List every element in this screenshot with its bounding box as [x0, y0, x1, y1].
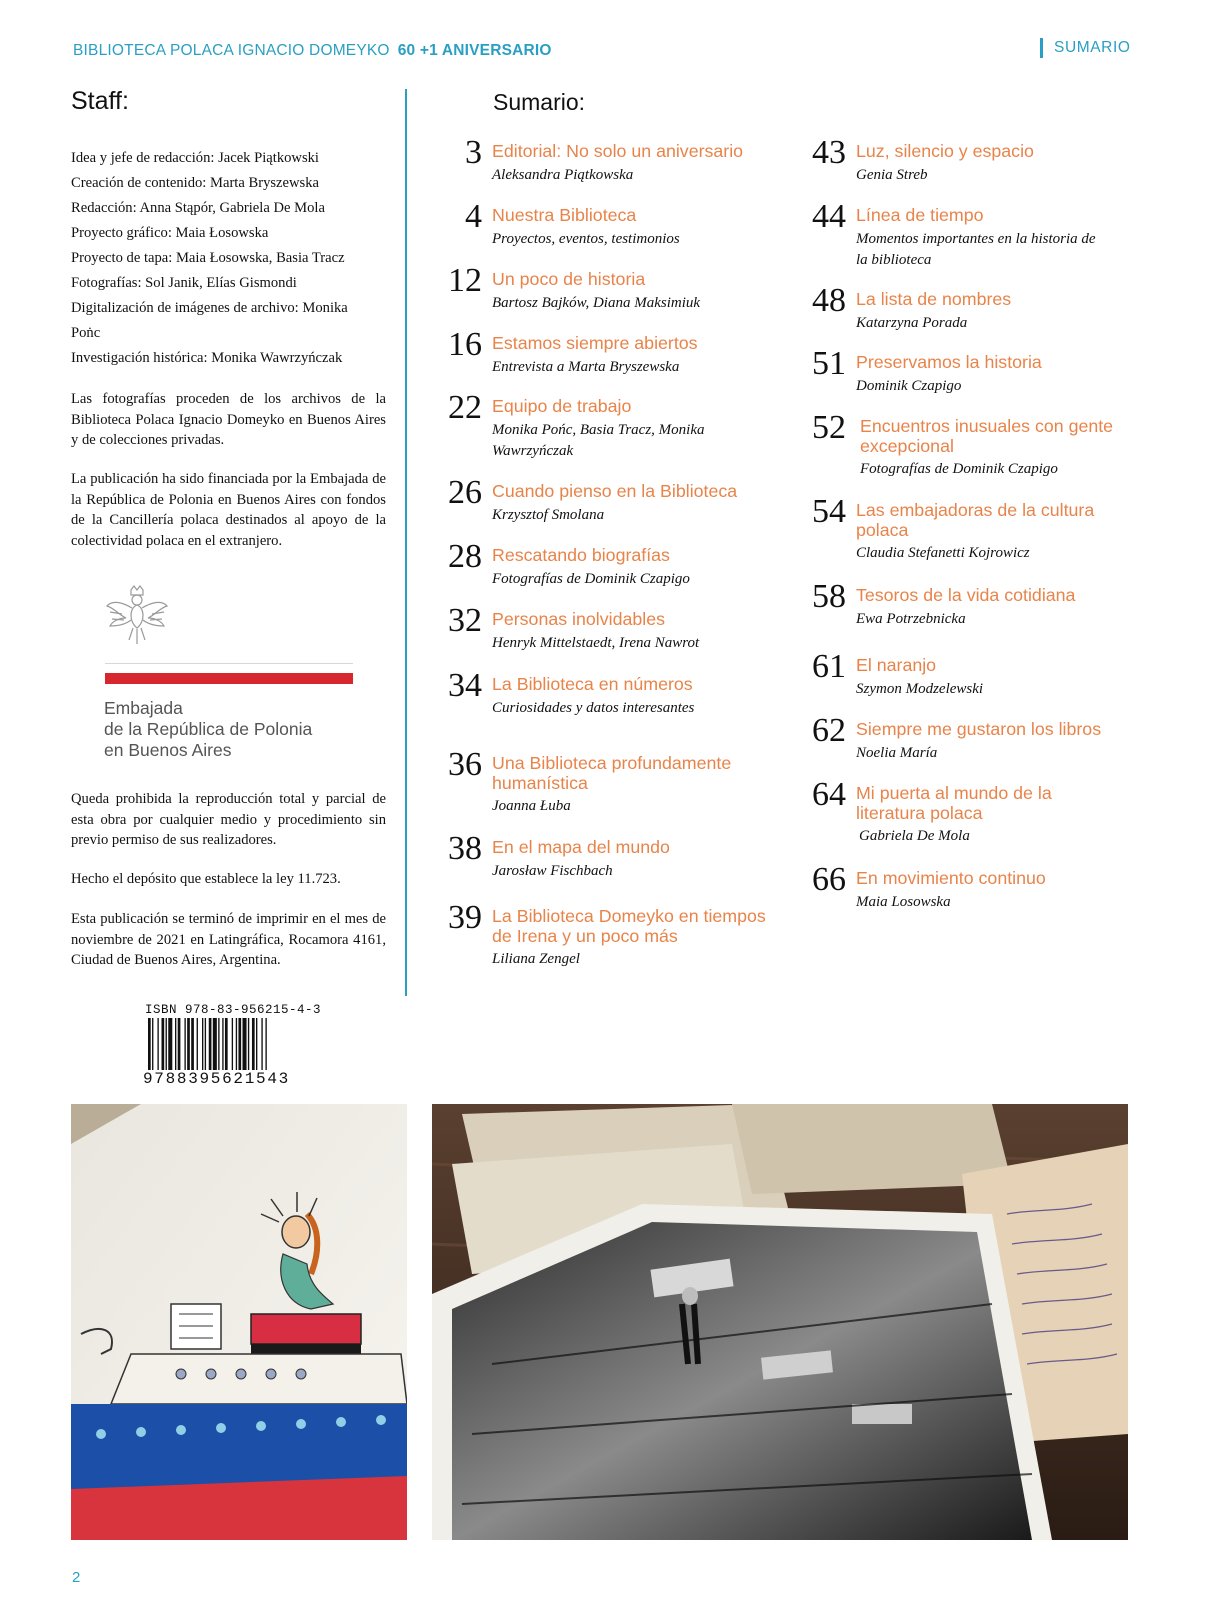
toc-subtitle: Momentos importantes en la historia de la biblioteca	[856, 230, 1096, 268]
toc-title: Siempre me gustaron los libros	[856, 719, 1102, 739]
credit-line: Investigación histórica: Monika Wawrzyńczak	[71, 350, 343, 366]
toc-subtitle: Szymon Modzelewski	[856, 680, 984, 697]
credit-line: Creación de contenido: Marta Bryszewska	[71, 175, 320, 191]
toc-subtitle: Curiosidades y datos interesantes	[492, 699, 695, 716]
toc-subtitle: Ewa Potrzebnicka	[856, 610, 966, 627]
toc-title: En movimiento continuo	[856, 868, 1046, 888]
toc-page: 34	[448, 667, 482, 704]
toc-page: 12	[448, 262, 482, 299]
staff-heading: Staff:	[71, 87, 129, 115]
toc-title: La Biblioteca Domeyko en tiempos de Irena y un poco más	[492, 906, 766, 946]
flag-white-stripe	[105, 663, 353, 664]
column-divider	[405, 89, 407, 996]
toc-subtitle: Fotografías de Dominik Czapigo	[492, 570, 690, 587]
toc-title: Estamos siempre abiertos	[492, 333, 698, 353]
toc-title: Mi puerta al mundo de la literatura polaca	[856, 783, 1052, 823]
toc-subtitle: Krzysztof Smolana	[492, 506, 605, 523]
toc-subtitle: Dominik Czapigo	[856, 377, 962, 394]
running-header	[73, 42, 552, 60]
deposit-note: Hecho el depósito que establece la ley 11.723.	[71, 871, 341, 887]
toc-subtitle: Jarosław Fischbach	[492, 862, 613, 879]
credit-line: Idea y jefe de redacción: Jacek Piątkowski	[71, 150, 319, 166]
credit-line: Digitalización de imágenes de archivo: Monika	[71, 300, 348, 316]
staff-credits	[71, 146, 386, 371]
toc-subtitle: Genia Streb	[856, 166, 928, 183]
toc-page: 62	[812, 712, 846, 749]
toc-title: El naranjo	[856, 655, 937, 675]
toc-page: 66	[812, 861, 846, 898]
toc-page: 44	[812, 198, 846, 235]
toc-page: 43	[812, 134, 846, 171]
toc-subtitle: Katarzyna Porada	[856, 314, 968, 331]
toc-page: 28	[448, 538, 482, 575]
toc-title: Una Biblioteca profundamente humanística	[492, 753, 732, 793]
toc-subtitle: Claudia Stefanetti Kojrowicz	[856, 545, 1030, 561]
toc-title: Luz, silencio y espacio	[856, 141, 1034, 161]
toc-title: La lista de nombres	[856, 289, 1012, 309]
credit-line: Redacción: Anna Stąpór, Gabriela De Mola	[71, 200, 325, 216]
toc-subtitle: Aleksandra Piątkowska	[492, 166, 634, 183]
credit-line: Proyecto gráfico: Maia Łosowska	[71, 225, 269, 241]
flag-red-stripe	[105, 673, 353, 684]
toc-page: 38	[448, 830, 482, 867]
toc-title: Línea de tiempo	[856, 205, 984, 225]
toc-page: 22	[448, 389, 482, 426]
embassy-line: Embajada	[104, 698, 183, 718]
toc-title: Cuando pienso en la Biblioteca	[492, 481, 738, 501]
header-anniversary: 60 +1 ANIVERSARIO	[397, 42, 552, 59]
toc-page: 36	[448, 746, 482, 783]
toc-subtitle: Entrevista a Marta Bryszewska	[492, 358, 680, 375]
polish-eagle-icon	[104, 584, 170, 648]
toc-title: Preservamos la historia	[856, 352, 1042, 372]
toc-title: En el mapa del mundo	[492, 837, 670, 857]
page-number: 2	[72, 1569, 81, 1586]
toc-subtitle: Noelia María	[856, 744, 938, 761]
toc-subtitle: Gabriela De Mola	[859, 828, 970, 844]
archive-photos-photo	[432, 1104, 1128, 1540]
toc-subtitle: Bartosz Bajków, Diana Maksimiuk	[492, 294, 701, 311]
toc-page: 16	[448, 326, 482, 363]
toc-page: 54	[812, 493, 846, 530]
toc-page: 52	[812, 409, 846, 446]
photos-note: Las fotografías proceden de los archivos de la Biblioteca Polaca Ignacio Domeyko en Buenos Aires y de colecciones privadas.	[71, 391, 386, 448]
toc-subtitle: Proyectos, eventos, testimonios	[492, 230, 680, 247]
credit-line: Fotografías: Sol Janik, Elías Gismondi	[71, 275, 297, 291]
rights-note: Queda prohibida la reproducción total y parcial de esta obra por cualquier medio y procedimiento sin previo permiso de sus realizadores.	[71, 791, 386, 848]
ship-illustration-photo	[71, 1104, 407, 1540]
toc-title: Un poco de historia	[492, 269, 646, 289]
toc-page: 58	[812, 578, 846, 615]
header-title: BIBLIOTECA POLACA IGNACIO DOMEYKO	[73, 42, 390, 59]
toc-subtitle: Joanna Łuba	[492, 798, 571, 814]
toc-page: 3	[465, 134, 482, 171]
toc-page: 48	[812, 282, 846, 319]
toc-page: 32	[448, 602, 482, 639]
sumario-heading: Sumario:	[493, 89, 586, 115]
toc-subtitle: Henryk Mittelstaedt, Irena Nawrot	[492, 634, 700, 651]
toc-title: Encuentros inusuales con gente excepcional	[860, 416, 1114, 456]
toc-title: Editorial: No solo un aniversario	[492, 141, 744, 161]
toc-title: Nuestra Biblioteca	[492, 205, 637, 225]
toc-page: 64	[812, 776, 846, 813]
toc-title: Equipo de trabajo	[492, 396, 632, 416]
toc-subtitle: Fotografías de Dominik Czapigo	[860, 461, 1058, 477]
toc-title: Personas inolvidables	[492, 609, 665, 629]
toc-title: Rescatando biografías	[492, 545, 670, 565]
toc-page: 39	[448, 899, 482, 936]
toc-page: 26	[448, 474, 482, 511]
toc-page: 51	[812, 345, 846, 382]
toc-title: La Biblioteca en números	[492, 674, 693, 694]
isbn-label: ISBN 978-83-956215-4-3	[145, 1003, 322, 1017]
toc-page: 61	[812, 648, 846, 685]
funding-note: La publicación ha sido financiada por la Embajada de la República de Polonia en Buenos Aires con fondos de la Cancillería polaca destinados al apoyo de la colectividad polaca en el extranjero.	[71, 471, 386, 549]
embassy-line: de la República de Polonia	[104, 719, 313, 739]
section-label: SUMARIO	[1040, 38, 1131, 58]
toc-subtitle: Liliana Zengel	[492, 951, 580, 967]
credit-line: Poṅc	[71, 325, 101, 341]
toc-title: Tesoros de la vida cotidiana	[856, 585, 1076, 605]
barcode-number: 9788395621543	[143, 1070, 290, 1088]
toc-subtitle: Maia Losowska	[856, 893, 951, 910]
toc-subtitle: Monika Pońc, Basia Tracz, Monika Wawrzyńczak	[492, 421, 705, 459]
credit-line: Proyecto de tapa: Maia Łosowska, Basia Tracz	[71, 250, 345, 266]
print-note: Esta publicación se terminó de imprimir en el mes de noviembre de 2021 en Latingráfica, Rocamora 4161, Ciudad de Buenos Aires, Argentina.	[71, 911, 386, 968]
embassy-line: en Buenos Aires	[104, 740, 232, 760]
embassy-name	[104, 698, 312, 761]
toc-page: 4	[465, 198, 482, 235]
toc-title: Las embajadoras de la cultura polaca	[856, 500, 1095, 540]
